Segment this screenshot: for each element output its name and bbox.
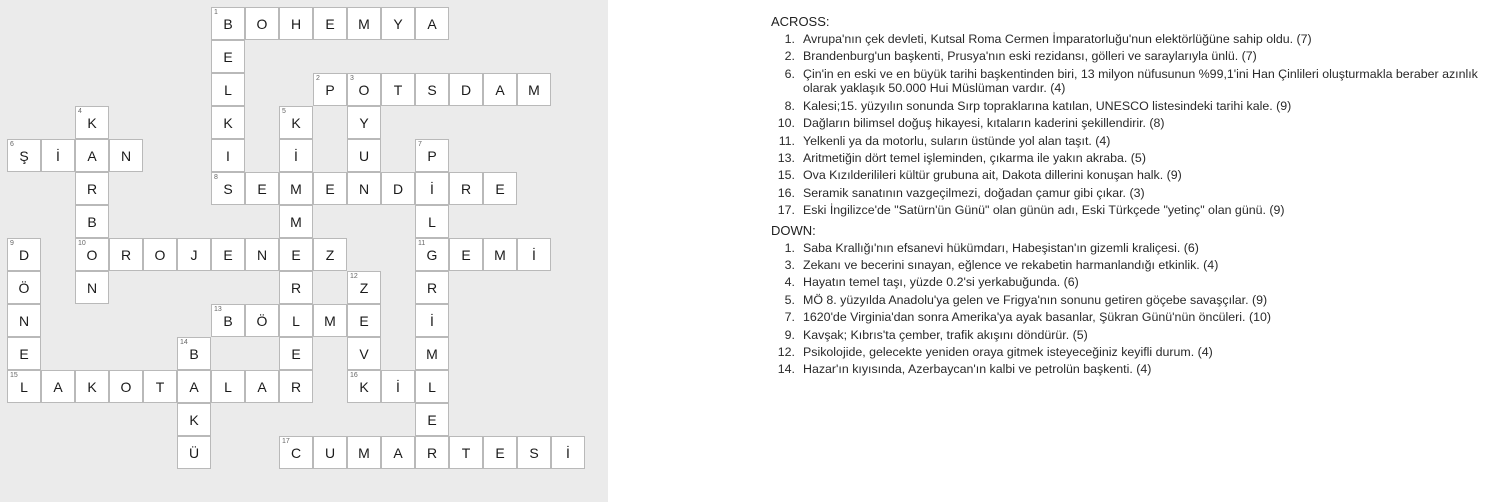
grid-cell[interactable] [41,139,75,172]
cell-number: 2 [316,75,320,82]
cell-letter: Y [393,15,403,32]
grid-cell[interactable] [279,337,313,370]
cell-letter: U [358,147,370,164]
across-clue-list [771,32,1491,218]
grid-cell[interactable] [7,304,41,337]
grid-cell[interactable] [7,337,41,370]
cell-letter: O [120,378,132,395]
clue-number: 8. [784,98,795,113]
grid-cell[interactable] [7,271,41,304]
cell-number: 1 [214,9,218,16]
clue-text: Çin'in en eski ve en büyük tarihi başkentinden biri, 13 milyon nüfusunun %99,1'ini Han Çinlileri oluşturmakla beraber azınlık olarak yaklaşık 50.000 Hui Müslüman vardır. (4) [803,66,1478,96]
cell-number: 6 [10,141,14,148]
cell-letter: M [290,213,302,230]
cell-letter: S [529,444,539,461]
cell-letter: O [256,15,268,32]
clue-number: 4. [784,275,795,290]
clue-text: Psikolojide, gelecekte yeniden oraya gitmek isteyeceğiniz keyifli durum. (4) [803,345,1213,360]
clue-text: Hazar'ın kıyısında, Azerbaycan'ın kalbi ve petrolün başkenti. (4) [803,362,1152,377]
grid-cell[interactable] [7,139,41,172]
cell-letter: Ş [19,147,29,164]
cell-letter: J [190,246,198,263]
cell-number: 10 [78,240,86,247]
cell-letter: N [86,279,98,296]
clue-text: Saba Krallığı'nın efsanevi hükümdarı, Habeşistan'ın gizemli kraliçesi. (6) [803,240,1199,255]
cell-letter: M [290,180,302,197]
cell-letter: V [359,345,369,362]
grid-cell[interactable] [211,73,245,106]
clue-text: Zekanı ve becerini sınayan, eğlence ve rekabetin harmanlandığı etkinlik. (4) [803,258,1219,273]
grid-cell[interactable] [109,139,143,172]
down-clue [771,258,1491,273]
grid-cell[interactable] [279,106,313,139]
cell-letter: A [87,147,97,164]
across-heading: ACROSS: [771,14,830,29]
cell-letter: N [18,312,30,329]
cell-letter: İ [56,147,60,164]
cell-letter: D [392,180,404,197]
grid-cell[interactable] [143,370,177,403]
cell-letter: A [427,15,437,32]
grid-cell[interactable] [517,238,551,271]
grid-cell[interactable] [279,172,313,205]
clue-number: 16. [777,185,795,200]
grid-cell[interactable] [517,436,551,469]
grid-cell[interactable] [449,238,483,271]
grid-cell[interactable] [483,238,517,271]
cell-letter: L [428,378,436,395]
grid-cell[interactable] [347,304,381,337]
down-clue [771,293,1491,308]
grid-cell[interactable] [551,436,585,469]
cell-letter: Ö [18,279,30,296]
cell-letter: Z [325,246,335,263]
cell-letter: R [290,378,302,395]
grid-cell[interactable] [347,172,381,205]
cell-letter: N [358,180,370,197]
cell-letter: E [495,180,505,197]
cell-letter: M [324,312,336,329]
clue-text: Brandenburg'un başkenti, Prusya'nın eski rezidansı, gölleri ve saraylarıyla ünlü. (7) [803,49,1257,64]
grid-cell[interactable] [313,7,347,40]
cell-letter: B [189,345,199,362]
grid-cell[interactable] [177,436,211,469]
cell-letter: T [393,81,403,98]
cell-number: 16 [350,372,358,379]
grid-cell[interactable] [415,436,449,469]
cell-letter: E [223,48,233,65]
clue-text: Dağların bilimsel doğuş hikayesi, kıtaların kaderini şekillendirir. (8) [803,116,1165,131]
down-clue [771,241,1491,256]
cell-letter: E [291,246,301,263]
grid-cell[interactable] [75,370,109,403]
grid-cell[interactable] [177,337,211,370]
grid-cell[interactable] [211,238,245,271]
cell-letter: S [427,81,437,98]
grid-cell[interactable] [109,370,143,403]
clue-number: 1. [784,240,795,255]
grid-cell[interactable] [279,271,313,304]
cell-number: 3 [350,75,354,82]
grid-cell[interactable] [279,205,313,238]
clue-number: 9. [784,327,795,342]
cell-letter: D [18,246,30,263]
clue-text: Avrupa'nın çek devleti, Kutsal Roma Cermen İmparatorluğu'nun elektörlüğüne sahip oldu. (7) [803,32,1312,46]
grid-cell[interactable] [347,436,381,469]
down-clue [771,310,1491,325]
grid-cell[interactable] [415,304,449,337]
cell-letter: R [426,444,438,461]
crossword-panel [0,0,608,502]
grid-cell[interactable] [279,238,313,271]
grid-cell[interactable] [517,73,551,106]
cell-letter: M [528,81,540,98]
cell-letter: N [256,246,268,263]
down-clue [771,275,1491,290]
clue-number: 14. [777,362,795,377]
cell-letter: A [189,378,199,395]
grid-cell[interactable] [177,403,211,436]
across-clue [771,186,1491,201]
clue-text: Ova Kızılderilileri kültür grubuna ait, Dakota dillerini konuşan halk. (9) [803,168,1182,183]
down-clue-list [771,241,1491,377]
cell-letter: E [359,312,369,329]
grid-cell[interactable] [109,238,143,271]
clue-number: 11. [778,133,795,148]
clues-panel [771,12,1491,380]
cell-letter: R [86,180,98,197]
cell-letter: E [19,345,29,362]
cell-letter: M [358,15,370,32]
grid-cell[interactable] [381,172,415,205]
grid-cell[interactable] [483,73,517,106]
cell-letter: B [87,213,97,230]
cell-letter: K [359,378,369,395]
cell-letter: K [223,114,233,131]
grid-cell[interactable] [279,304,313,337]
cell-letter: K [189,411,199,428]
grid-cell[interactable] [211,40,245,73]
grid-cell[interactable] [483,436,517,469]
grid-cell[interactable] [279,370,313,403]
cell-letter: M [358,444,370,461]
grid-cell[interactable] [415,73,449,106]
cell-letter: I [226,147,230,164]
clue-text: 1620'de Virginia'dan sonra Amerika'ya ayak basanlar, Şükran Günü'nün öncüleri. (10) [803,310,1271,325]
clue-number: 5. [784,292,795,307]
cell-number: 15 [10,372,18,379]
grid-cell[interactable] [75,271,109,304]
cell-letter: E [461,246,471,263]
crossword-grid [0,0,608,502]
cell-letter: Ö [256,312,268,329]
grid-cell[interactable] [211,7,245,40]
across-clue [771,134,1491,149]
cell-letter: E [223,246,233,263]
grid-cell[interactable] [313,172,347,205]
cell-letter: E [257,180,267,197]
grid-cell[interactable] [177,370,211,403]
cell-letter: E [427,411,437,428]
grid-cell[interactable] [211,304,245,337]
grid-cell[interactable] [41,370,75,403]
grid-cell[interactable] [449,73,483,106]
grid-cell[interactable] [347,106,381,139]
clue-number: 1. [784,32,795,46]
cell-letter: A [393,444,403,461]
cell-letter: R [426,279,438,296]
clue-number: 17. [777,203,795,218]
cell-letter: E [495,444,505,461]
cell-letter: N [120,147,132,164]
cell-letter: Y [359,114,369,131]
clue-number: 13. [777,150,795,165]
grid-cell[interactable] [211,172,245,205]
grid-cell[interactable] [347,139,381,172]
clue-number: 7. [784,310,795,325]
grid-cell[interactable] [415,238,449,271]
across-clue [771,168,1491,183]
cell-number: 14 [180,339,188,346]
grid-cell[interactable] [415,403,449,436]
grid-cell[interactable] [177,238,211,271]
grid-cell[interactable] [415,172,449,205]
down-clue [771,328,1491,343]
cell-number: 8 [214,174,218,181]
clue-text: Yelkenli ya da motorlu, suların üstünde yol alan taşıt. (4) [803,133,1111,148]
clue-number: 6. [784,66,795,81]
grid-cell[interactable] [279,436,313,469]
grid-cell[interactable] [75,238,109,271]
across-clue [771,67,1491,96]
cell-number: 4 [78,108,82,115]
cell-letter: L [20,378,28,395]
cell-letter: T [155,378,165,395]
grid-cell[interactable] [75,106,109,139]
grid-cell[interactable] [313,238,347,271]
clue-text: MÖ 8. yüzyılda Anadolu'ya gelen ve Frigya'nın sonunu getiren göçebe savaşçılar. (9) [803,292,1268,307]
down-heading: DOWN: [771,222,816,238]
grid-cell[interactable] [347,271,381,304]
clue-text: Kavşak; Kıbrıs'ta çember, trafik akışını döndürür. (5) [803,327,1088,342]
cell-letter: L [292,312,300,329]
cell-letter: O [358,81,370,98]
cell-letter: M [426,345,438,362]
grid-cell[interactable] [347,370,381,403]
cell-letter: R [290,279,302,296]
cell-letter: İ [430,312,434,329]
cell-letter: İ [430,180,434,197]
across-clue [771,116,1491,131]
grid-cell[interactable] [483,172,517,205]
grid-cell[interactable] [245,370,279,403]
grid-cell[interactable] [313,73,347,106]
grid-cell[interactable] [313,304,347,337]
down-clue [771,362,1491,377]
grid-cell[interactable] [7,370,41,403]
cell-letter: K [87,114,97,131]
grid-cell[interactable] [415,271,449,304]
cell-number: 9 [10,240,14,247]
cell-number: 11 [418,240,426,247]
cell-letter: L [428,213,436,230]
grid-cell[interactable] [211,139,245,172]
clue-text: Aritmetiğin dört temel işleminden, çıkarma ile yakın akraba. (5) [803,150,1146,165]
grid-cell[interactable] [313,436,347,469]
cell-number: 7 [418,141,422,148]
cell-letter: B [223,15,233,32]
cell-number: 12 [350,273,358,280]
cell-letter: İ [294,147,298,164]
grid-cell[interactable] [143,238,177,271]
clue-text: Eski İngilizce'de "Satürn'ün Günü" olan günün adı, Eski Türkçede "yetinç" olan günü. (9) [803,203,1285,218]
grid-cell[interactable] [7,238,41,271]
cell-letter: İ [396,378,400,395]
across-clue [771,151,1491,166]
cell-number: 17 [282,438,290,445]
across-clue [771,99,1491,114]
cell-letter: E [291,345,301,362]
grid-cell[interactable] [279,7,313,40]
cell-letter: Ü [188,444,200,461]
grid-cell[interactable] [75,172,109,205]
grid-cell[interactable] [347,7,381,40]
cell-letter: S [223,180,233,197]
cell-letter: İ [532,246,536,263]
grid-cell[interactable] [381,370,415,403]
cell-letter: G [426,246,438,263]
grid-cell[interactable] [381,7,415,40]
cell-letter: P [427,147,437,164]
cell-letter: M [494,246,506,263]
grid-cell[interactable] [211,370,245,403]
grid-cell[interactable] [347,73,381,106]
grid-cell[interactable] [415,7,449,40]
clue-number: 10. [777,116,795,131]
clue-number: 2. [784,49,795,64]
cell-letter: L [224,378,232,395]
across-clue [771,203,1491,218]
grid-cell[interactable] [381,436,415,469]
grid-cell[interactable] [347,337,381,370]
cell-letter: E [325,180,335,197]
grid-cell[interactable] [75,205,109,238]
cell-letter: U [324,444,336,461]
cell-letter: D [460,81,472,98]
cell-letter: A [495,81,505,98]
grid-cell[interactable] [381,73,415,106]
cell-letter: T [461,444,471,461]
grid-cell[interactable] [415,205,449,238]
clue-number: 12. [777,345,795,360]
cell-letter: B [223,312,233,329]
cell-letter: E [325,15,335,32]
grid-cell[interactable] [245,172,279,205]
cell-letter: K [87,378,97,395]
grid-cell[interactable] [245,238,279,271]
grid-cell[interactable] [415,370,449,403]
cell-number: 13 [214,306,222,313]
across-clue [771,49,1491,64]
down-clue [771,345,1491,360]
cell-letter: A [53,378,63,395]
grid-cell[interactable] [75,139,109,172]
clue-text: Seramik sanatının vazgeçilmezi, doğadan çamur gibi çıkar. (3) [803,185,1145,200]
clue-text: Hayatın temel taşı, yüzde 0.2'si yerkabuğunda. (6) [803,275,1079,290]
cell-letter: K [291,114,301,131]
cell-letter: O [154,246,166,263]
cell-letter: H [290,15,302,32]
cell-letter: A [257,378,267,395]
cell-letter: O [86,246,98,263]
cell-letter: R [460,180,472,197]
cell-letter: P [325,81,335,98]
grid-cell[interactable] [211,106,245,139]
grid-cell[interactable] [449,172,483,205]
cell-letter: İ [566,444,570,461]
cell-letter: L [224,81,232,98]
cell-letter: C [290,444,302,461]
clue-number: 15. [777,168,795,183]
grid-cell[interactable] [449,436,483,469]
cell-letter: Z [359,279,369,296]
across-clue [771,32,1491,47]
clue-number: 3. [784,258,795,273]
grid-cell[interactable] [279,139,313,172]
cell-letter: R [120,246,132,263]
grid-cell[interactable] [415,139,449,172]
grid-cell[interactable] [245,7,279,40]
grid-cell[interactable] [245,304,279,337]
cell-number: 5 [282,108,286,115]
grid-cell[interactable] [415,337,449,370]
clue-text: Kalesi;15. yüzyılın sonunda Sırp topraklarına katılan, UNESCO listesindeki tarihi kale. (9) [803,98,1292,113]
